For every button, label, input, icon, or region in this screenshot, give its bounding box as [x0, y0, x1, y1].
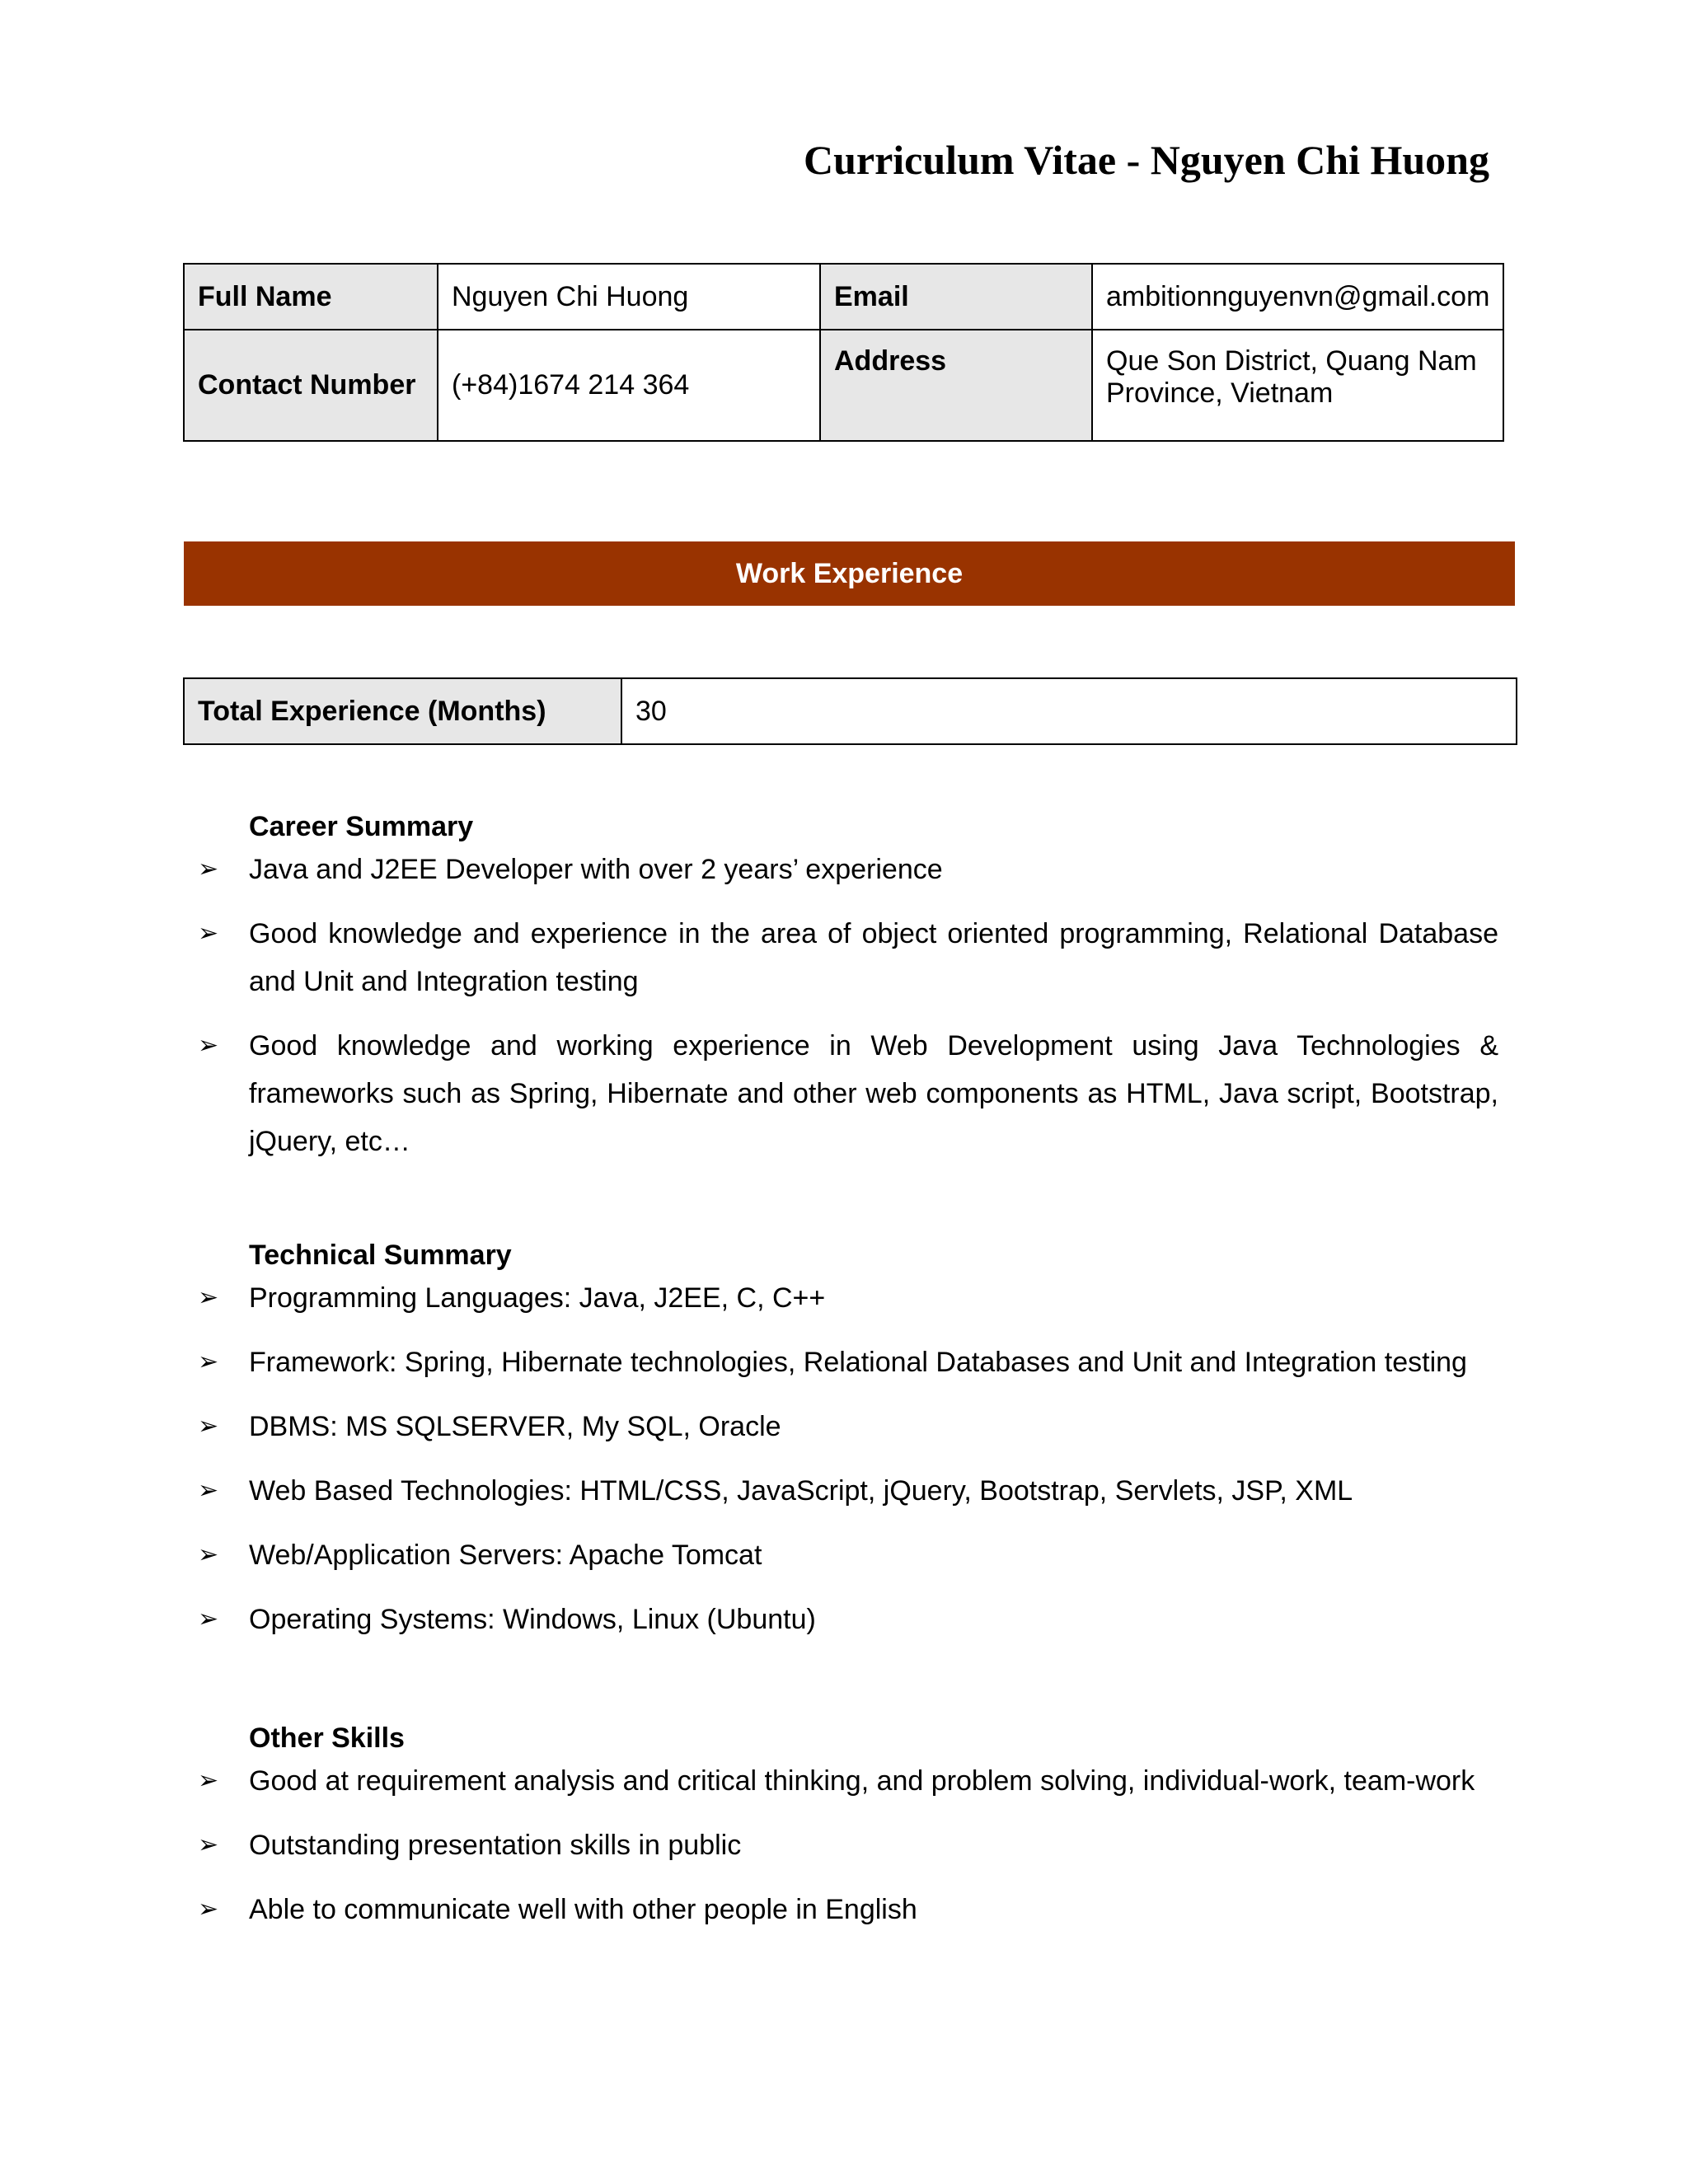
list-item-text: Programming Languages: Java, J2EE, C, C++: [249, 1282, 826, 1314]
address-label: Address: [820, 330, 1092, 441]
address-value: Que Son District, Quang Nam Province, Vietnam: [1092, 330, 1503, 441]
experience-table: [183, 677, 1517, 745]
list-item-text: Able to communicate well with other people in English: [249, 1894, 917, 1925]
list-item-text: Outstanding presentation skills in public: [249, 1830, 742, 1861]
list-item: [183, 846, 1498, 893]
list-item-text: Good knowledge and experience in the area of object oriented programming, Relational Database and Unit and Integration testing: [249, 918, 1498, 997]
contact-number-value: (+84)1674 214 364: [438, 330, 820, 441]
arrow-bullet-icon: ➢: [198, 1413, 219, 1440]
personal-info-table: [183, 263, 1504, 442]
email-value: ambitionnguyenvn@gmail.com: [1092, 264, 1503, 330]
list-item-text: Good at requirement analysis and critical thinking, and problem solving, individual-work, team-work: [249, 1765, 1475, 1797]
arrow-bullet-icon: ➢: [198, 1896, 219, 1923]
contact-number-label: Contact Number: [184, 330, 438, 441]
table-row: [184, 678, 1517, 744]
list-item-text: Framework: Spring, Hibernate technologies, Relational Databases and Unit and Integration testing: [249, 1347, 1467, 1378]
technical-summary-section: [183, 1236, 1498, 1660]
arrow-bullet-icon: ➢: [198, 855, 219, 883]
total-experience-value: 30: [621, 678, 1517, 744]
career-summary-list: [183, 846, 1498, 1165]
list-item: [183, 1467, 1498, 1515]
arrow-bullet-icon: ➢: [198, 1767, 219, 1794]
document-title: Curriculum Vitae - Nguyen Chi Huong: [803, 137, 1489, 183]
other-skills-heading: Other Skills: [249, 1722, 405, 1754]
list-item-text: Good knowledge and working experience in Web Development using Java Technologies & frameworks such as Spring, Hibernate and other web components as HTML, Java script, Bootstrap, jQuery, etc…: [249, 1030, 1498, 1157]
list-item: [183, 1403, 1498, 1451]
arrow-bullet-icon: ➢: [198, 1032, 219, 1059]
list-item: [183, 1274, 1498, 1322]
list-item: [183, 1022, 1498, 1165]
career-summary-heading: Career Summary: [249, 811, 474, 842]
list-item: [183, 910, 1498, 1005]
list-item-text: Operating Systems: Windows, Linux (Ubuntu): [249, 1604, 816, 1635]
arrow-bullet-icon: ➢: [198, 920, 219, 947]
list-item: [183, 1531, 1498, 1579]
arrow-bullet-icon: ➢: [198, 1348, 219, 1376]
full-name-value: Nguyen Chi Huong: [438, 264, 820, 330]
list-item-text: DBMS: MS SQLSERVER, My SQL, Oracle: [249, 1411, 781, 1442]
other-skills-section: [183, 1719, 1498, 1950]
table-row: [184, 330, 1503, 441]
other-skills-list: [183, 1757, 1498, 1933]
list-item: [183, 1596, 1498, 1643]
arrow-bullet-icon: ➢: [198, 1605, 219, 1633]
list-item: [183, 1757, 1498, 1805]
list-item-text: Web Based Technologies: HTML/CSS, JavaScript, jQuery, Bootstrap, Servlets, JSP, XML: [249, 1475, 1353, 1507]
list-item-text: Java and J2EE Developer with over 2 years’ experience: [249, 854, 943, 885]
email-label: Email: [820, 264, 1092, 330]
arrow-bullet-icon: ➢: [198, 1831, 219, 1858]
list-item: [183, 1886, 1498, 1933]
list-item: [183, 1821, 1498, 1869]
arrow-bullet-icon: ➢: [198, 1284, 219, 1311]
work-experience-heading: Work Experience: [184, 541, 1515, 606]
total-experience-label: Total Experience (Months): [184, 678, 621, 744]
table-row: [184, 264, 1503, 330]
list-item-text: Web/Application Servers: Apache Tomcat: [249, 1540, 762, 1571]
list-item: [183, 1338, 1498, 1386]
technical-summary-list: [183, 1274, 1498, 1643]
arrow-bullet-icon: ➢: [198, 1477, 219, 1504]
career-summary-section: [183, 808, 1498, 1182]
arrow-bullet-icon: ➢: [198, 1541, 219, 1568]
full-name-label: Full Name: [184, 264, 438, 330]
technical-summary-heading: Technical Summary: [249, 1240, 512, 1271]
